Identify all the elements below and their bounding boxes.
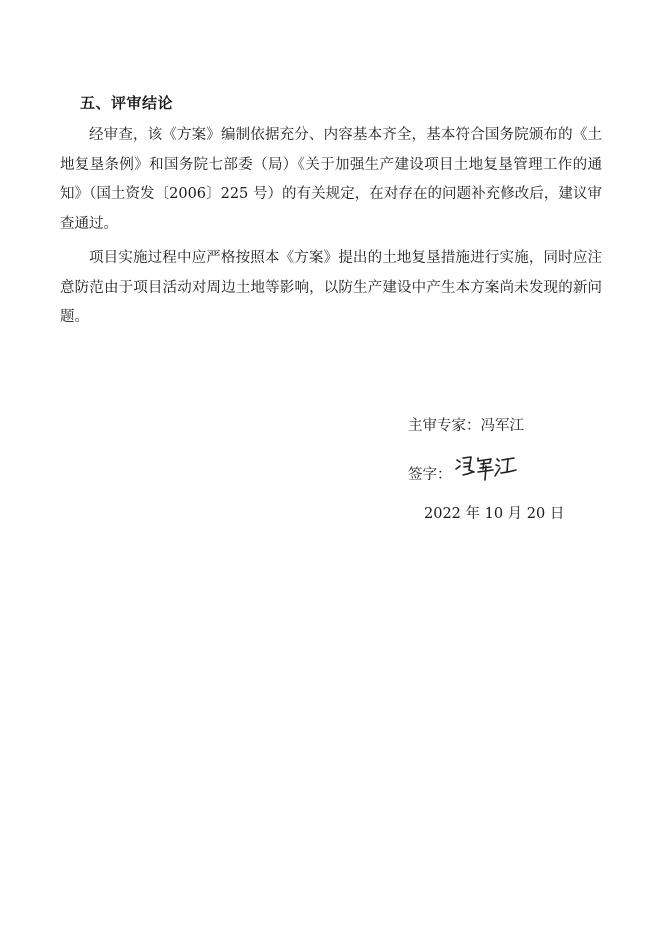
review-date: 2022 年 10 月 20 日 [424, 506, 565, 522]
chief-expert-line: 主审专家：冯军江 [408, 418, 524, 434]
section-heading: 五、评审结论 [80, 94, 174, 112]
signature-line [408, 452, 518, 484]
paragraph-implementation-note: 项目实施过程中应严格按照本《方案》提出的土地复垦措施进行实施，同时应注意防范由于项目活动对周边土地等影响，以防生产建设中产生本方案尚未发现的新问题。 [60, 250, 602, 325]
paragraph-review-conclusion: 经审查，该《方案》编制依据充分、内容基本齐全，基本符合国务院颁布的《土地复垦条例》和国务院七部委（局）《关于加强生产建设项目土地复垦管理工作的通知》（国土资发〔2006〕225 号）的有关规定，在对存在的问题补充修改后，建议审查通过。 [60, 127, 602, 232]
signature-label: 签字： [408, 467, 452, 483]
handwritten-signature [454, 452, 518, 486]
